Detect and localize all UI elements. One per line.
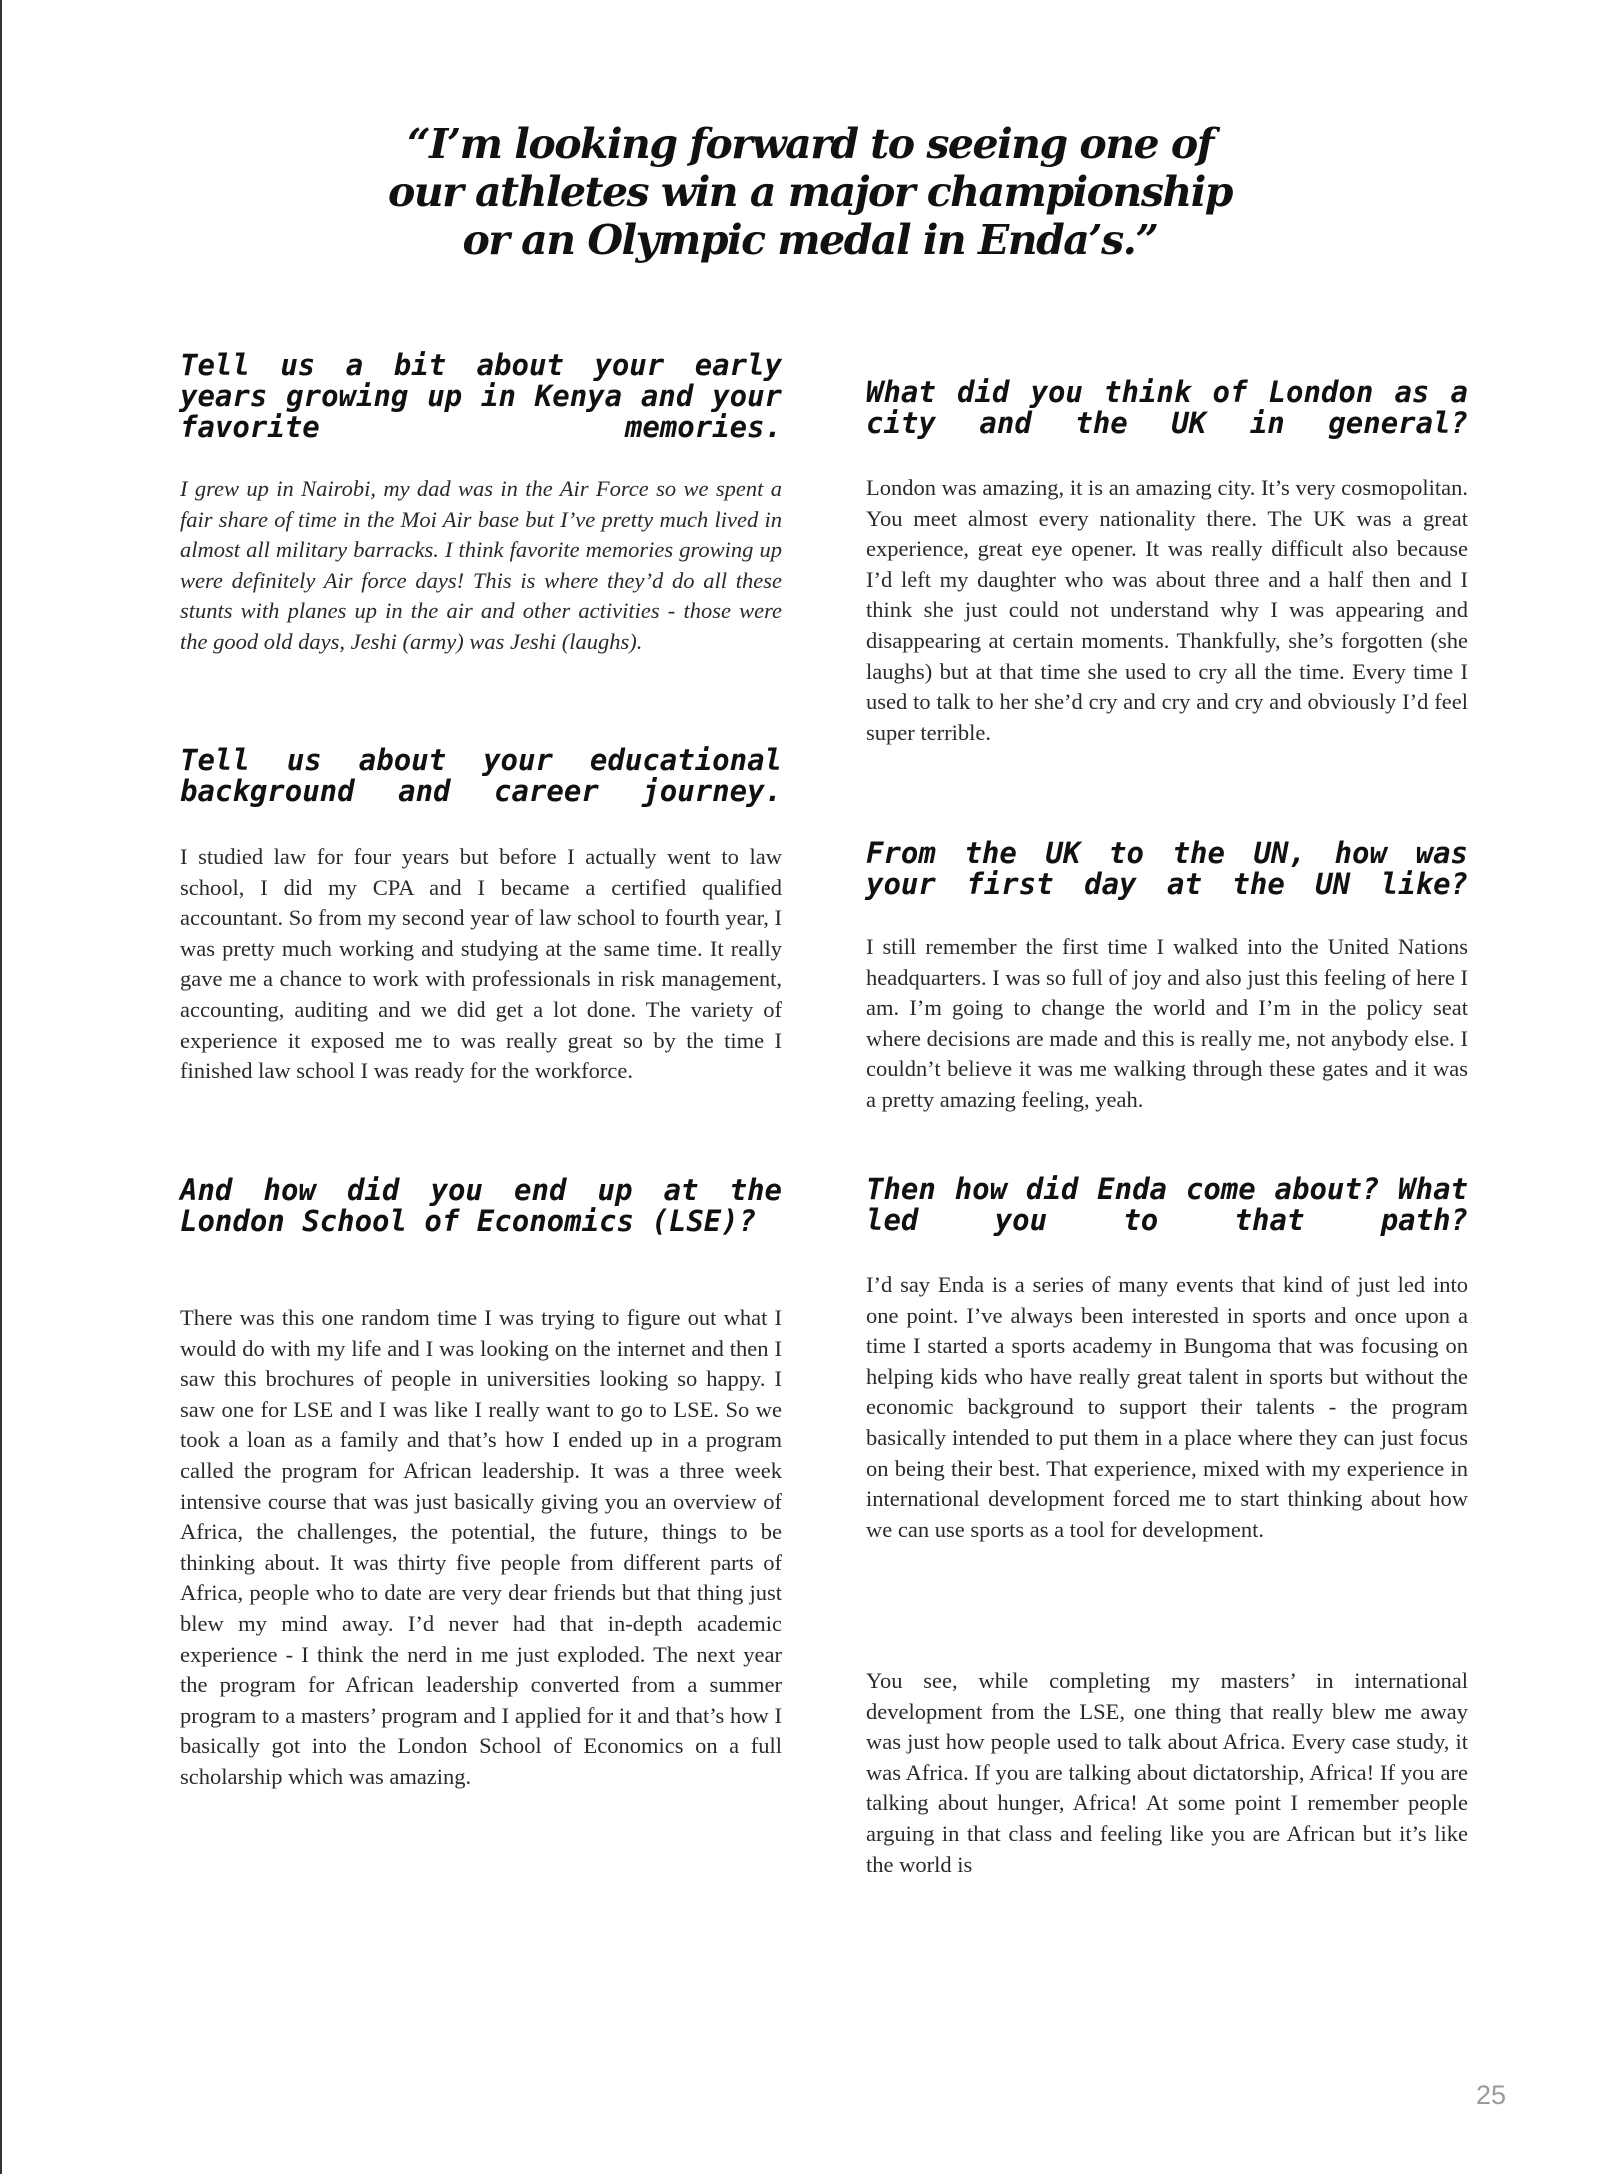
question-heading: Tell us a bit about your early years growing up in Kenya and your favorite memories.: [180, 348, 782, 444]
question-heading: What did you think of London as a city and the UK in general?: [866, 375, 1468, 440]
question-heading: Then how did Enda come about? What led you to that path?: [866, 1172, 1468, 1237]
answer-paragraph: I still remember the first time I walked into the United Nations headquarters. I was so full of joy and also just this feeling of here I am. I’m going to change the world and I’m in the policy seat where decisions are made and this is really me, not anybody else. I couldn’t believe it was me walking through these gates and it was a pretty amazing feeling, yeah.: [866, 934, 1468, 1112]
page-number: 25: [1476, 2080, 1507, 2110]
pull-quote: “I’m looking forward to seeing one of our athletes win a major championship or an Olympic medal in Enda’s.”: [388, 120, 1232, 264]
question-heading: From the UK to the UN, how was your first day at the UN like?: [866, 836, 1468, 901]
answer-paragraph: London was amazing, it is an amazing city. It’s very cosmopolitan. You meet almost every nationality there. The UK was a great experience, great eye opener. It was really difficult also because I’d left my daughter who was about three and a half then and I think she just could not understand why I was appearing and disappearing at certain moments. Thankfully, she’s forgotten (she laughs) but at that time she used to cry all the time. Every time I used to talk to her she’d cry and cry and cry and obviously I’d feel super terrible.: [866, 475, 1468, 745]
answer-paragraph: I studied law for four years but before I actually went to law school, I did my CPA and I became a certified qualified accountant. So from my second year of law school to fourth year, I was pretty much working and studying at the same time. It really gave me a chance to work with professionals in risk management, accounting, auditing and we did get a lot done. The variety of experience it exposed me to was really great so by the time I finished law school I was ready for the workforce.: [180, 844, 782, 1084]
answer-paragraph: I grew up in Nairobi, my dad was in the Air Force so we spent a fair share of time in the Moi Air base but I’ve pretty much lived in almost all military barracks. I think favorite memories growing up were definitely Air force days! This is where they’d do all these stunts with planes up in the air and other activities - those were the good old days, Jeshi (army) was Jeshi (laughs).: [180, 476, 782, 654]
page-edge-line: [0, 0, 2, 2174]
question-heading: Tell us about your educational background and career journey.: [180, 743, 782, 808]
question-heading: And how did you end up at the London School of Economics (LSE)?: [180, 1173, 782, 1238]
answer-paragraph: You see, while completing my masters’ in international development from the LSE, one thing that really blew me away was just how people used to talk about Africa. Every case study, it was Africa. If you are talking about dictatorship, Africa! If you are talking about hunger, Africa! At some point I remember people arguing in that class and feeling like you are African but it’s like the world is: [866, 1668, 1468, 1877]
answer-paragraph: There was this one random time I was trying to figure out what I would do with my life and I was looking on the internet and then I saw this brochures of people in universities looking so happy. I saw one for LSE and I was like I really want to go to LSE. So we took a loan as a family and that’s how I ended up in a program called the program for African leadership. It was a three week intensive course that was just basically giving you an overview of Africa, the challenges, the potential, the future, things to be thinking about. It was thirty five people from different parts of Africa, people who to date are very dear friends but that thing just blew my mind away. I’d never had that in-depth academic experience - I think the nerd in me just exploded. The next year the program for African leadership converted from a summer program to a masters’ program and I applied for it and that’s how I basically got into the London School of Economics on a full scholarship which was amazing.: [180, 1305, 782, 1789]
answer-paragraph: I’d say Enda is a series of many events that kind of just led into one point. I’ve always been interested in sports and once upon a time I started a sports academy in Bungoma that was focusing on helping kids who have really great talent in sports but without the economic background to support their talents - the program basically intended to put them in a place where they can just focus on being their best. That experience, mixed with my experience in international development forced me to start thinking about how we can use sports as a tool for development.: [866, 1272, 1468, 1542]
